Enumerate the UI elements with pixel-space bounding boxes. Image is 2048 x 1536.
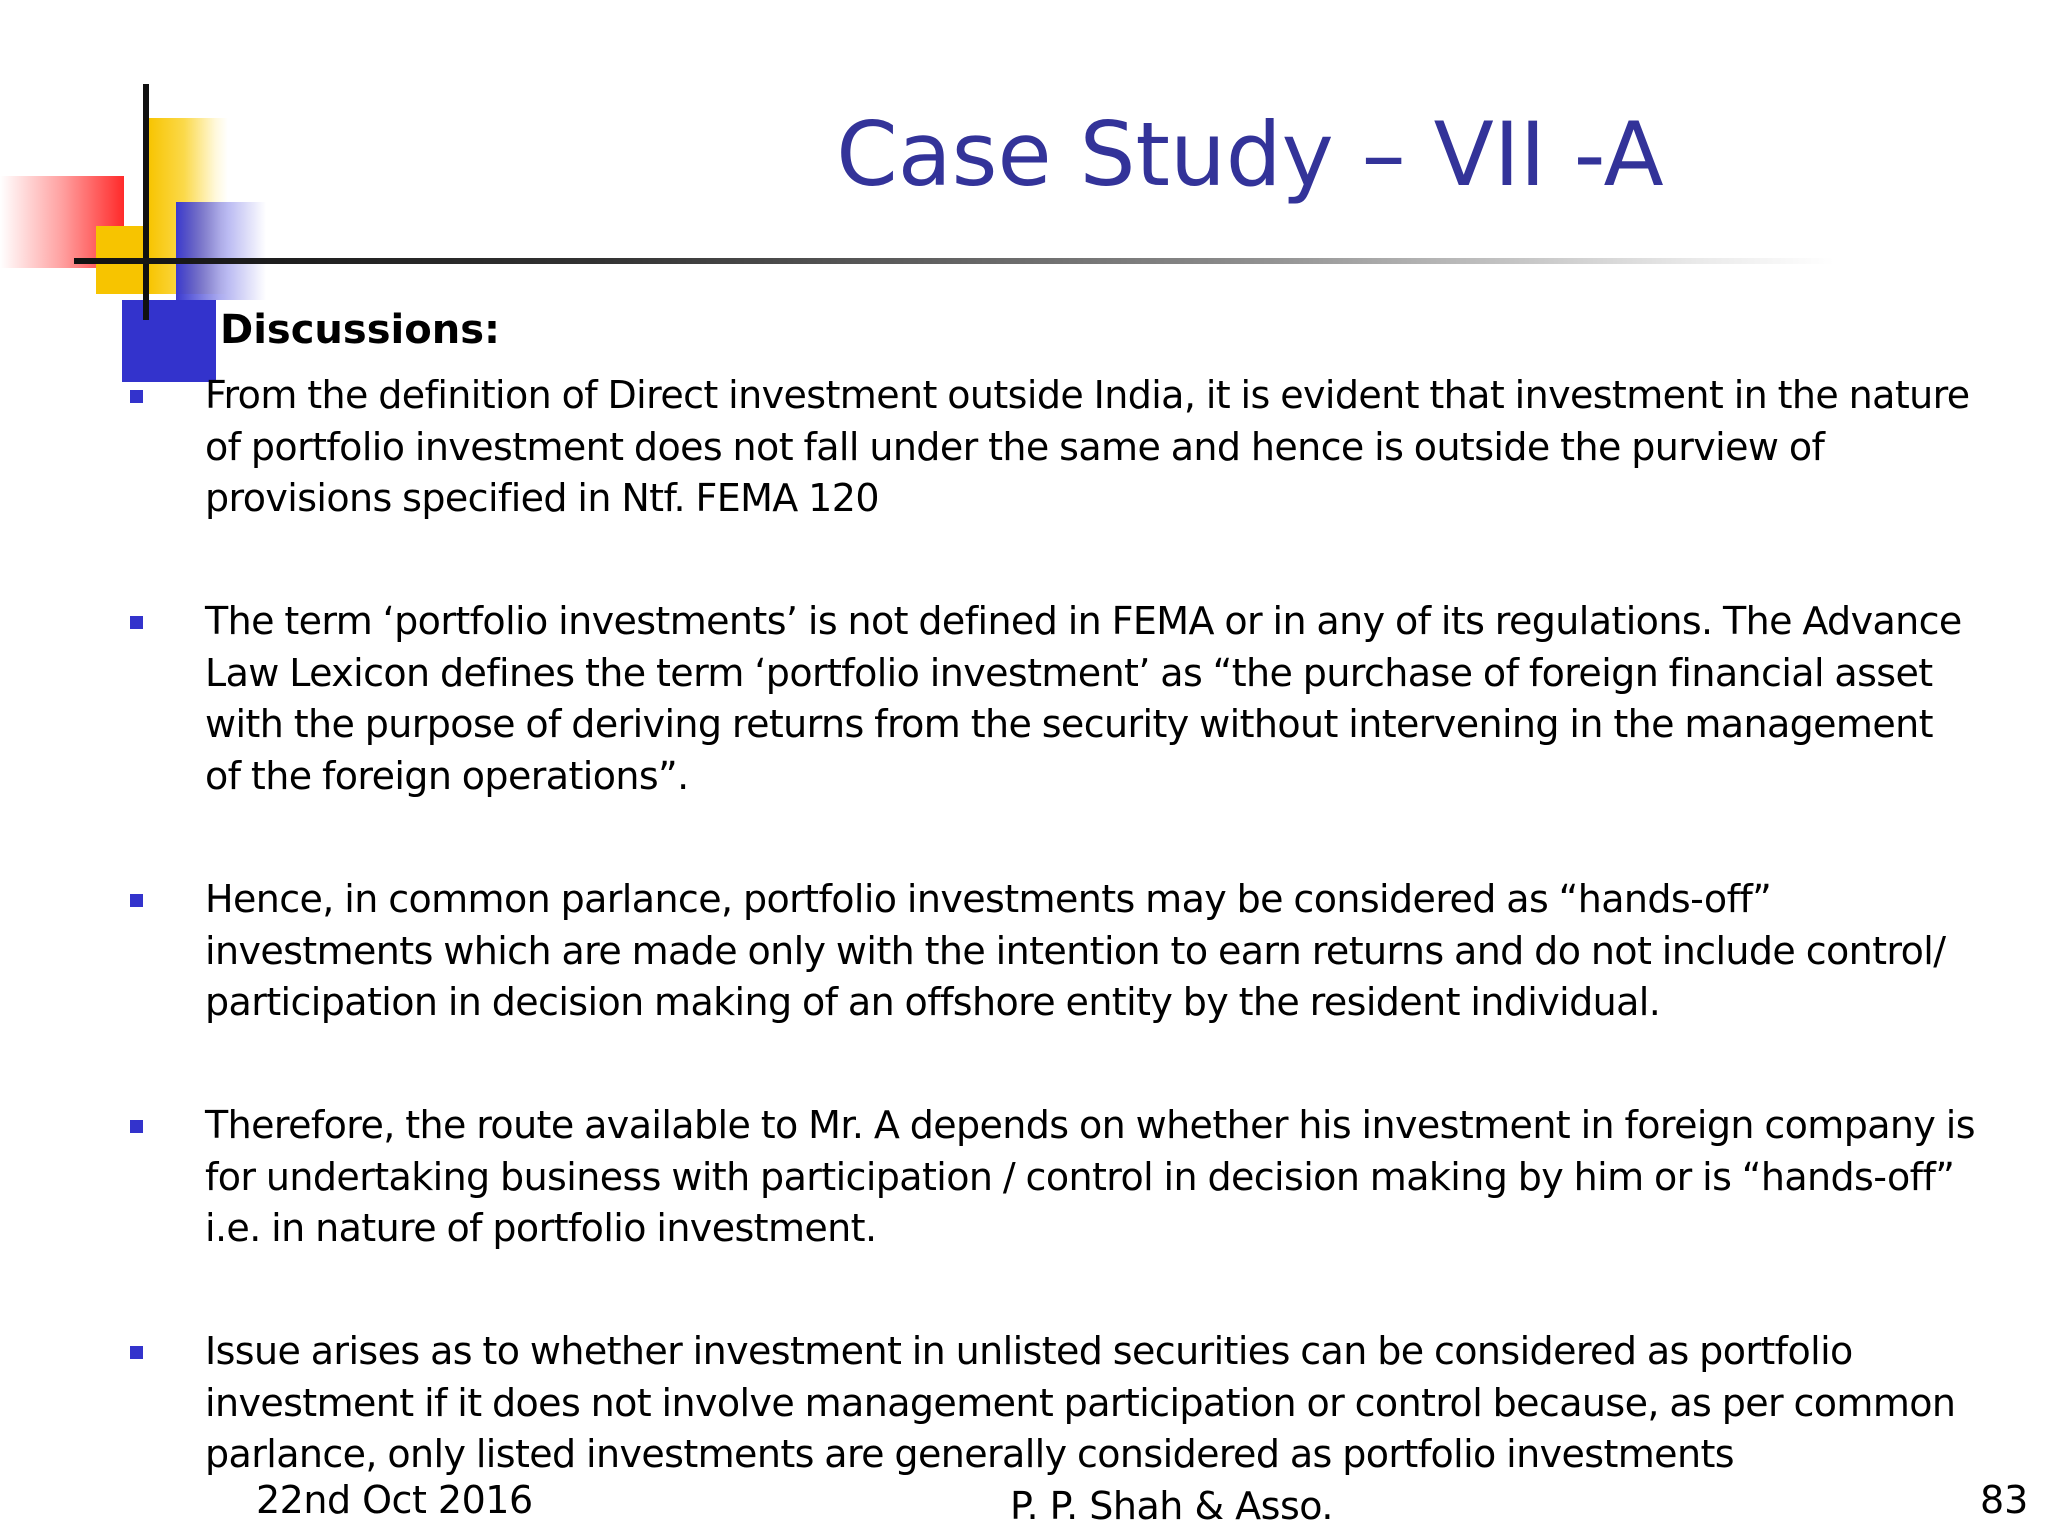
footer-author: P. P. Shah & Asso. [1010,1484,1333,1528]
bullet-text: Issue arises as to whether investment in unlisted securities can be considered as portfolio investment if it does not involve management participation or control because, as per common parlance, only listed investments are generally considered as portfolio investments [205,1329,1956,1476]
square-bullet-icon [130,1120,143,1133]
section-heading: Discussions: [220,307,500,353]
square-bullet-icon [130,616,143,629]
page-number: 83 [1980,1478,2029,1522]
bullet-text: The term ‘portfolio investments’ is not defined in FEMA or in any of its regulations. The Advance Law Lexicon defines the term ‘portfolio investment’ as “the purchase of foreign financial asset with the purpose of deriving returns from the security without intervening in the management of the foreign operations”. [205,599,1962,798]
slide-title: Case Study – VII -A [836,103,1664,206]
square-bullet-icon [130,894,143,907]
square-bullet-icon [130,1346,143,1359]
square-bullet-icon [130,390,143,403]
footer-date: 22nd Oct 2016 [256,1478,533,1522]
bullet-text: From the definition of Direct investment outside India, it is evident that investment in the nature of portfolio investment does not fall under the same and hence is outside the purview of provisions specified in Ntf. FEMA 120 [205,373,1970,520]
bullet-text: Therefore, the route available to Mr. A depends on whether his investment in foreign company is for undertaking business with participation / control in decision making by him or is “hands-off” i.e. in nature of portfolio investment. [205,1103,1975,1250]
bullet-text: Hence, in common parlance, portfolio investments may be considered as “hands-off” investments which are made only with the intention to earn returns and do not include control/ participation in decision making of an offshore entity by the resident individual. [205,877,1946,1024]
